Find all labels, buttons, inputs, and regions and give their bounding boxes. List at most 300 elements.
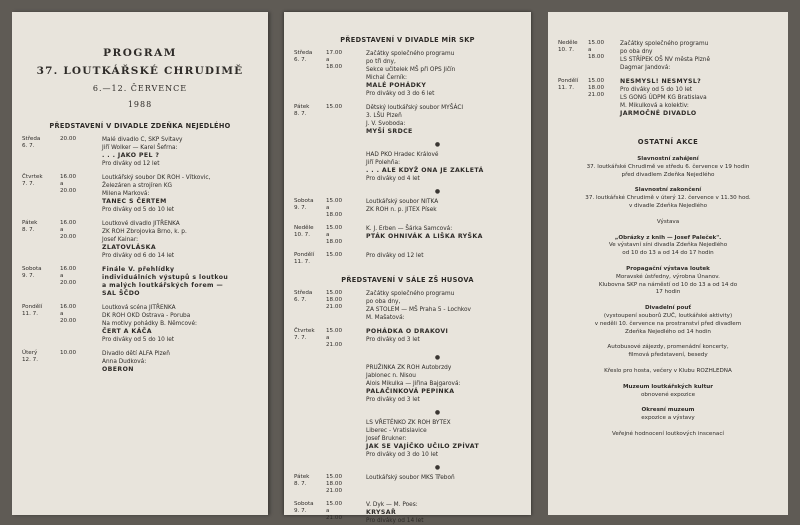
entry-times <box>60 350 102 374</box>
section-title-divadlo-mir: PŘEDSTAVENÍ V DIVADLE MÍR SKP <box>340 36 475 44</box>
entry-when <box>22 304 102 344</box>
entry-day <box>22 350 60 374</box>
time-line: 10.00 <box>60 350 77 356</box>
entry-times <box>60 220 102 260</box>
day-line: 11. 7. <box>558 85 575 91</box>
schedule-entry <box>294 252 521 266</box>
other-event-line: Klubovna SKP na náměstí od 10 do 13 a od 14 do <box>598 281 738 288</box>
schedule-entry <box>22 266 258 298</box>
day-line: 9. 7. <box>22 273 35 279</box>
schedule-entry <box>294 364 521 404</box>
entry-description <box>366 501 521 525</box>
entry-when <box>294 364 366 404</box>
schedule-entry <box>294 290 521 322</box>
entry-line: Milena Marková: <box>102 191 150 197</box>
separator-dot-icon: ● <box>434 409 441 416</box>
section-title-sal-zs: PŘEDSTAVENÍ V SÁLE ZŠ HUSOVA <box>341 276 474 284</box>
entry-line: Alois Mikulka — Jiřina Bajgarová: <box>366 381 461 387</box>
other-events-title: OSTATNÍ AKCE <box>637 138 699 146</box>
festival-dates: 6.—12. ČERVENCE <box>92 84 188 93</box>
show-title: JARMOČNÉ DIVADLO <box>620 110 697 117</box>
other-event-line: 37. loutkářské Chrudimě v úterý 12. července v 11.30 hod. <box>585 195 751 202</box>
entry-when <box>22 266 102 298</box>
entry-line: LS VŘETÉNKO ZK ROH BYTEX <box>366 420 451 426</box>
entry-line: LS STŘÍPEK OŠ NV města Plzně <box>620 57 711 63</box>
day-line: 8. 7. <box>294 481 307 487</box>
day-line: Sobota <box>294 198 314 204</box>
other-event-line: v divadle Zdeňka Nejedlého <box>628 202 708 209</box>
schedule-entry <box>22 220 258 260</box>
entry-day <box>294 104 326 136</box>
time-line: a <box>60 311 64 317</box>
entry-line: ZK ROH Zbrojovka Brno, k. p. <box>102 229 187 235</box>
other-event-line: Zdeňka Nejedlého od 14 hodin <box>625 328 711 335</box>
time-line: a <box>326 335 330 341</box>
entry-line: HAD PKO Hradec Králové <box>366 152 439 158</box>
other-event <box>558 344 778 360</box>
time-line: 21.00 <box>326 515 343 521</box>
entry-times <box>588 40 620 72</box>
entry-line: Dagmar Jandová: <box>620 65 671 71</box>
time-line: 18.00 <box>326 212 343 218</box>
day-line: Středa <box>294 290 313 296</box>
day-line: 10. 7. <box>558 47 575 53</box>
entry-line: Pro diváky od 3 do 6 let <box>366 91 435 97</box>
entry-when <box>558 78 620 118</box>
entry-description <box>366 225 521 246</box>
entry-day <box>294 364 326 404</box>
day-line: Pondělí <box>22 304 43 310</box>
entry-day <box>294 225 326 246</box>
time-line: 21.00 <box>588 92 605 98</box>
other-event <box>558 384 778 400</box>
entry-day <box>294 151 326 183</box>
show-title: . . . JAKO PEL ? <box>102 152 160 159</box>
entry-times <box>326 151 366 183</box>
entry-day <box>22 220 60 260</box>
other-event <box>558 368 778 376</box>
entry-when <box>294 474 366 495</box>
day-line: Čtvrtek <box>294 328 315 334</box>
entry-day <box>22 174 60 214</box>
schedule-entry <box>294 198 521 219</box>
entry-when <box>22 350 102 374</box>
show-title: SAL ŠČDO <box>102 290 140 297</box>
entry-line: Loutkářský soubor MKS Třeboň <box>366 475 455 481</box>
time-line: 15.00 <box>326 290 343 296</box>
entry-when <box>294 328 366 349</box>
day-line: 8. 7. <box>294 111 307 117</box>
entry-description <box>366 474 521 495</box>
time-line: 18.00 <box>588 54 605 60</box>
time-line: 15.00 <box>326 252 343 258</box>
schedule-entry <box>294 151 521 183</box>
day-line: 6. 7. <box>22 143 35 149</box>
entry-times <box>326 104 366 136</box>
day-line: Úterý <box>22 350 38 356</box>
entry-line: Pro diváky od 6 do 14 let <box>102 253 175 259</box>
entry-description <box>366 198 521 219</box>
schedule-entry <box>22 304 258 344</box>
day-line: Středa <box>294 50 313 56</box>
day-line: 11. 7. <box>22 311 39 317</box>
entry-line: Jiří Polehňa: <box>366 160 401 166</box>
time-line: 16.00 <box>60 304 77 310</box>
show-title: . . . ALE KDYŽ ONA JE ZAKLETÁ <box>366 167 484 174</box>
entry-description <box>366 50 521 98</box>
day-line: 10. 7. <box>294 232 311 238</box>
program-panel-left <box>12 12 268 515</box>
separator-dot-icon: ● <box>434 141 441 148</box>
show-title: a malých loutkářských forem — <box>102 282 224 289</box>
entry-times <box>60 266 102 298</box>
day-line: 8. 7. <box>22 227 35 233</box>
schedule-entry <box>294 50 521 98</box>
entry-description <box>102 136 258 168</box>
entry-line: Pro diváky od 3 do 10 let <box>366 452 439 458</box>
entry-day <box>22 136 60 168</box>
program-header <box>22 44 258 112</box>
entry-line: Loutková scéna JITŘENKA <box>102 305 176 311</box>
other-event-line: 17 hodin <box>655 289 681 296</box>
entry-description <box>620 40 778 72</box>
time-line: a <box>326 205 330 211</box>
other-events-list <box>558 156 778 439</box>
show-title: MALÉ POHÁDKY <box>366 82 427 89</box>
day-line: Neděle <box>558 40 578 46</box>
entry-line: Jablonec n. Nisou <box>366 373 416 379</box>
show-title: ČERT A KÁČA <box>102 328 152 335</box>
other-event-line: Ve výstavní síni divadla Zdeňka Nejedlého <box>608 242 728 249</box>
entry-times <box>326 252 366 266</box>
program-panel-right <box>548 12 788 515</box>
show-title: PTÁK OHNIVÁK A LIŠKA RYŠKA <box>366 233 483 240</box>
day-line: Neděle <box>294 225 314 231</box>
schedule-entry <box>294 474 521 495</box>
entry-when <box>294 419 366 459</box>
other-event-line: Moravské ústředny, výrobna Únanov. <box>616 273 720 280</box>
other-event-line: před divadlem Zdeňka Nejedlého <box>621 171 715 178</box>
entry-times <box>326 364 366 404</box>
show-title: Finále V. přehlídky <box>102 266 175 273</box>
time-line: a <box>326 232 330 238</box>
entry-description <box>102 350 258 374</box>
time-line: 15.00 <box>326 104 343 110</box>
time-line: 18.00 <box>326 239 343 245</box>
entry-times <box>326 290 366 322</box>
entry-description <box>102 304 258 344</box>
entry-line: Pro diváky od 3 let <box>366 337 420 343</box>
other-event-line: Křeslo pro hosta, večery v Klubu ROZHLEDNA <box>604 367 732 374</box>
show-title: ZLATOVLÁSKA <box>102 244 157 251</box>
entry-line: po tři dny, <box>366 59 396 65</box>
other-event <box>558 266 778 297</box>
entry-times <box>326 419 366 459</box>
other-event-line: expozice a výstavy <box>641 415 695 422</box>
festival-name: 37. LOUTKÁŘSKÉ CHRUDIMĚ <box>36 65 244 77</box>
time-line: 18.00 <box>326 64 343 70</box>
time-line: 15.00 <box>326 474 343 480</box>
entry-line: DK ROH OKD Ostrava - Poruba <box>102 313 191 319</box>
entry-times <box>326 50 366 98</box>
schedule-list <box>294 50 521 266</box>
entry-when <box>22 136 102 168</box>
time-line: 16.00 <box>60 174 77 180</box>
show-title: NESMYSL! NESMYSL? <box>620 78 702 85</box>
other-event-line: 37. loutkářské Chrudimě ve středu 6. července v 19 hodin <box>586 163 750 170</box>
day-line: 6. 7. <box>294 57 307 63</box>
time-line: 21.00 <box>326 304 343 310</box>
entry-day <box>294 474 326 495</box>
entry-times <box>588 78 620 118</box>
entry-line: Loutkové divadlo JITŘENKA <box>102 221 180 227</box>
schedule-entry <box>294 104 521 136</box>
entry-when <box>294 501 366 525</box>
entry-line: 3. LŠU Plzeň <box>366 113 402 119</box>
separator-dot-icon: ● <box>434 188 441 195</box>
entry-line: PRUŽINKA ZK ROH Autobrzdy <box>366 365 452 371</box>
schedule-entry <box>22 350 258 374</box>
schedule-entry <box>558 78 778 118</box>
day-line: 12. 7. <box>22 357 39 363</box>
entry-day <box>294 328 326 349</box>
time-line: 20.00 <box>60 136 77 142</box>
entry-day <box>558 78 588 118</box>
other-event-line: v neděli 10. července na prostranství před divadlem <box>594 320 742 327</box>
entry-day <box>294 50 326 98</box>
show-title: JAK SE VAJÍČKO UČILO ZPÍVAT <box>366 443 480 450</box>
time-line: a <box>326 508 330 514</box>
time-line: 18.00 <box>326 297 343 303</box>
entry-when <box>294 225 366 246</box>
schedule-entry <box>294 225 521 246</box>
schedule-entry <box>22 136 258 168</box>
entry-when <box>294 151 366 183</box>
other-event-heading: Slavnostní zakončení <box>634 187 702 194</box>
entry-times <box>326 501 366 525</box>
entry-line: Pro diváky od 14 let <box>366 518 424 524</box>
other-event-line: Výstava <box>656 218 680 225</box>
entry-day <box>294 290 326 322</box>
day-line: Pondělí <box>558 78 579 84</box>
festival-year: 1988 <box>127 100 153 109</box>
entry-day <box>558 40 588 72</box>
time-line: 15.00 <box>326 198 343 204</box>
day-line: Sobota <box>22 266 42 272</box>
schedule-list <box>294 290 521 525</box>
entry-line: J. V. Svoboda: <box>366 121 406 127</box>
entry-description <box>366 290 521 322</box>
other-event-line: (vystoupení souborů ZUČ, loutkářské aktivity) <box>603 312 733 319</box>
other-event-heading: Muzeum loutkářských kultur <box>622 383 713 390</box>
entry-line: Pro diváky od 12 let <box>366 253 424 259</box>
time-line: 15.00 <box>326 501 343 507</box>
time-line: 15.00 <box>588 40 605 46</box>
time-line: 20.00 <box>60 234 77 240</box>
entry-line: Pro diváky od 5 do 10 let <box>620 87 693 93</box>
entry-line: Dětský loutkářský soubor MYŠÁCI <box>366 105 464 111</box>
entry-line: Železáren a strojíren KG <box>102 183 172 189</box>
entry-times <box>326 474 366 495</box>
entry-line: Josef Brukner: <box>366 436 407 442</box>
entry-description <box>366 252 521 266</box>
other-event-heading: Propagační výstava loutek <box>626 265 710 272</box>
schedule-list <box>558 40 778 118</box>
entry-times <box>60 136 102 168</box>
other-event <box>558 407 778 423</box>
entry-description <box>366 151 521 183</box>
other-event <box>558 156 778 179</box>
day-line: Pátek <box>294 474 310 480</box>
time-line: a <box>588 47 592 53</box>
show-title: TANEC S ČERTEM <box>102 198 167 205</box>
entry-when <box>22 174 102 214</box>
entry-times <box>326 328 366 349</box>
entry-day <box>294 419 326 459</box>
entry-day <box>22 266 60 298</box>
time-line: 15.00 <box>326 328 343 334</box>
other-event <box>558 305 778 336</box>
entry-description <box>102 266 258 298</box>
entry-line: Josef Kainar: <box>102 237 139 243</box>
time-line: 15.00 <box>326 225 343 231</box>
other-event <box>558 431 778 439</box>
entry-when <box>294 104 366 136</box>
show-title: PALAČINKOVÁ PEPINKA <box>366 388 455 395</box>
schedule-entry <box>558 40 778 72</box>
entry-when <box>294 198 366 219</box>
schedule-entry <box>294 501 521 525</box>
entry-times <box>326 198 366 219</box>
entry-line: K. J. Erben — Šárka Samcová: <box>366 226 453 232</box>
day-line: Pátek <box>22 220 38 226</box>
entry-description <box>102 174 258 214</box>
day-line: Pondělí <box>294 252 315 258</box>
time-line: 15.00 <box>588 78 605 84</box>
entry-line: Pro diváky od 5 do 10 let <box>102 207 175 213</box>
time-line: 18.00 <box>588 85 605 91</box>
entry-line: Sekce učitelek MŠ při OPS Jičín <box>366 67 456 73</box>
entry-line: ZA STOLEM — MŠ Praha 5 - Lochkov <box>366 307 471 313</box>
entry-times <box>60 304 102 344</box>
other-event-line: obnovené expozice <box>640 391 696 398</box>
time-line: a <box>60 227 64 233</box>
entry-times <box>60 174 102 214</box>
entry-day <box>294 198 326 219</box>
separator-dot-icon: ● <box>434 464 441 471</box>
entry-line: M. Mašatová: <box>366 315 405 321</box>
time-line: 16.00 <box>60 220 77 226</box>
entry-line: po oba dny, <box>366 299 401 305</box>
other-event <box>558 187 778 210</box>
time-line: 21.00 <box>326 488 343 494</box>
day-line: 7. 7. <box>294 335 307 341</box>
entry-line: Pro diváky od 12 let <box>102 161 160 167</box>
day-line: 11. 7. <box>294 259 311 265</box>
time-line: 20.00 <box>60 280 77 286</box>
time-line: a <box>60 181 64 187</box>
entry-line: Začátky společného programu <box>366 291 455 297</box>
entry-line: LS GONG ÚDPM KG Bratislava <box>620 95 707 101</box>
entry-line: Pro diváky od 4 let <box>366 176 420 182</box>
schedule-list <box>22 136 258 374</box>
entry-when <box>294 252 366 266</box>
time-line: 17.00 <box>326 50 343 56</box>
other-event <box>558 235 778 258</box>
show-title: MYŠÍ SRDCE <box>366 128 413 135</box>
entry-line: Jiří Wolker — Karel Šefrna: <box>102 145 178 151</box>
entry-description <box>620 78 778 118</box>
schedule-entry <box>22 174 258 214</box>
entry-line: Michal Černík: <box>366 75 407 81</box>
entry-line: po oba dny <box>620 49 653 55</box>
schedule-entry <box>294 419 521 459</box>
day-line: 6. 7. <box>294 297 307 303</box>
show-title: individuálních výstupů s loutkou <box>102 274 229 281</box>
time-line: 20.00 <box>60 188 77 194</box>
entry-description <box>366 104 521 136</box>
day-line: Pátek <box>294 104 310 110</box>
show-title: OBERON <box>102 366 134 373</box>
other-event-heading: „Obrázky z knih — Josef Paleček". <box>614 234 722 241</box>
program-title: PROGRAM <box>103 47 177 59</box>
entry-line: Pro diváky od 3 let <box>366 397 420 403</box>
section-title-divadlo-zn: PŘEDSTAVENÍ V DIVADLE ZDEŇKA NEJEDLÉHO <box>49 122 231 130</box>
day-line: 9. 7. <box>294 508 307 514</box>
show-title: POHÁDKA O DRAKOVI <box>366 328 449 335</box>
entry-when <box>294 50 366 98</box>
day-line: Sobota <box>294 501 314 507</box>
entry-times <box>326 225 366 246</box>
time-line: 18.00 <box>326 481 343 487</box>
other-event-heading: Divadelní pouť <box>644 305 692 312</box>
entry-when <box>22 220 102 260</box>
entry-description <box>366 419 521 459</box>
entry-day <box>22 304 60 344</box>
entry-line: Anna Dudková: <box>102 359 147 365</box>
entry-day <box>294 501 326 525</box>
entry-day <box>294 252 326 266</box>
entry-line: Pro diváky od 5 do 10 let <box>102 337 175 343</box>
entry-description <box>102 220 258 260</box>
entry-line: M. Mikulková a kolektiv: <box>620 103 689 109</box>
other-event-line: od 10 do 13 a od 14 do 17 hodin <box>622 250 714 257</box>
time-line: a <box>60 273 64 279</box>
entry-when <box>294 290 366 322</box>
entry-line: ZK ROH n. p. JITEX Písek <box>366 207 437 213</box>
entry-line: Začátky společného programu <box>620 41 709 47</box>
show-title: KRYSAŘ <box>366 509 397 516</box>
other-event-line: Autobusové zájezdy, promenádní koncerty, <box>607 344 729 351</box>
entry-when <box>558 40 620 72</box>
day-line: 7. 7. <box>22 181 35 187</box>
entry-line: Na motivy pohádky B. Němcové: <box>102 321 197 327</box>
entry-line: Začátky společného programu <box>366 51 455 57</box>
other-event <box>558 219 778 227</box>
time-line: 21.00 <box>326 342 343 348</box>
entry-line: Malé divadlo C, SKP Svitavy <box>102 137 183 143</box>
day-line: Čtvrtek <box>22 174 43 180</box>
program-panel-middle <box>284 12 531 524</box>
entry-line: Divadlo dětí ALFA Plzeň <box>102 351 170 357</box>
other-event-line: filmová představení, besedy <box>628 352 708 359</box>
other-event-heading: Slavnostní zahájení <box>637 156 699 162</box>
entry-description <box>366 364 521 404</box>
schedule-entry <box>294 328 521 349</box>
other-event-line: Veřejné hodnocení loutkových inscenací <box>612 430 724 437</box>
other-event-heading: Okresní muzeum <box>641 407 695 414</box>
entry-line: V. Dyk — M. Poes: <box>366 502 418 508</box>
